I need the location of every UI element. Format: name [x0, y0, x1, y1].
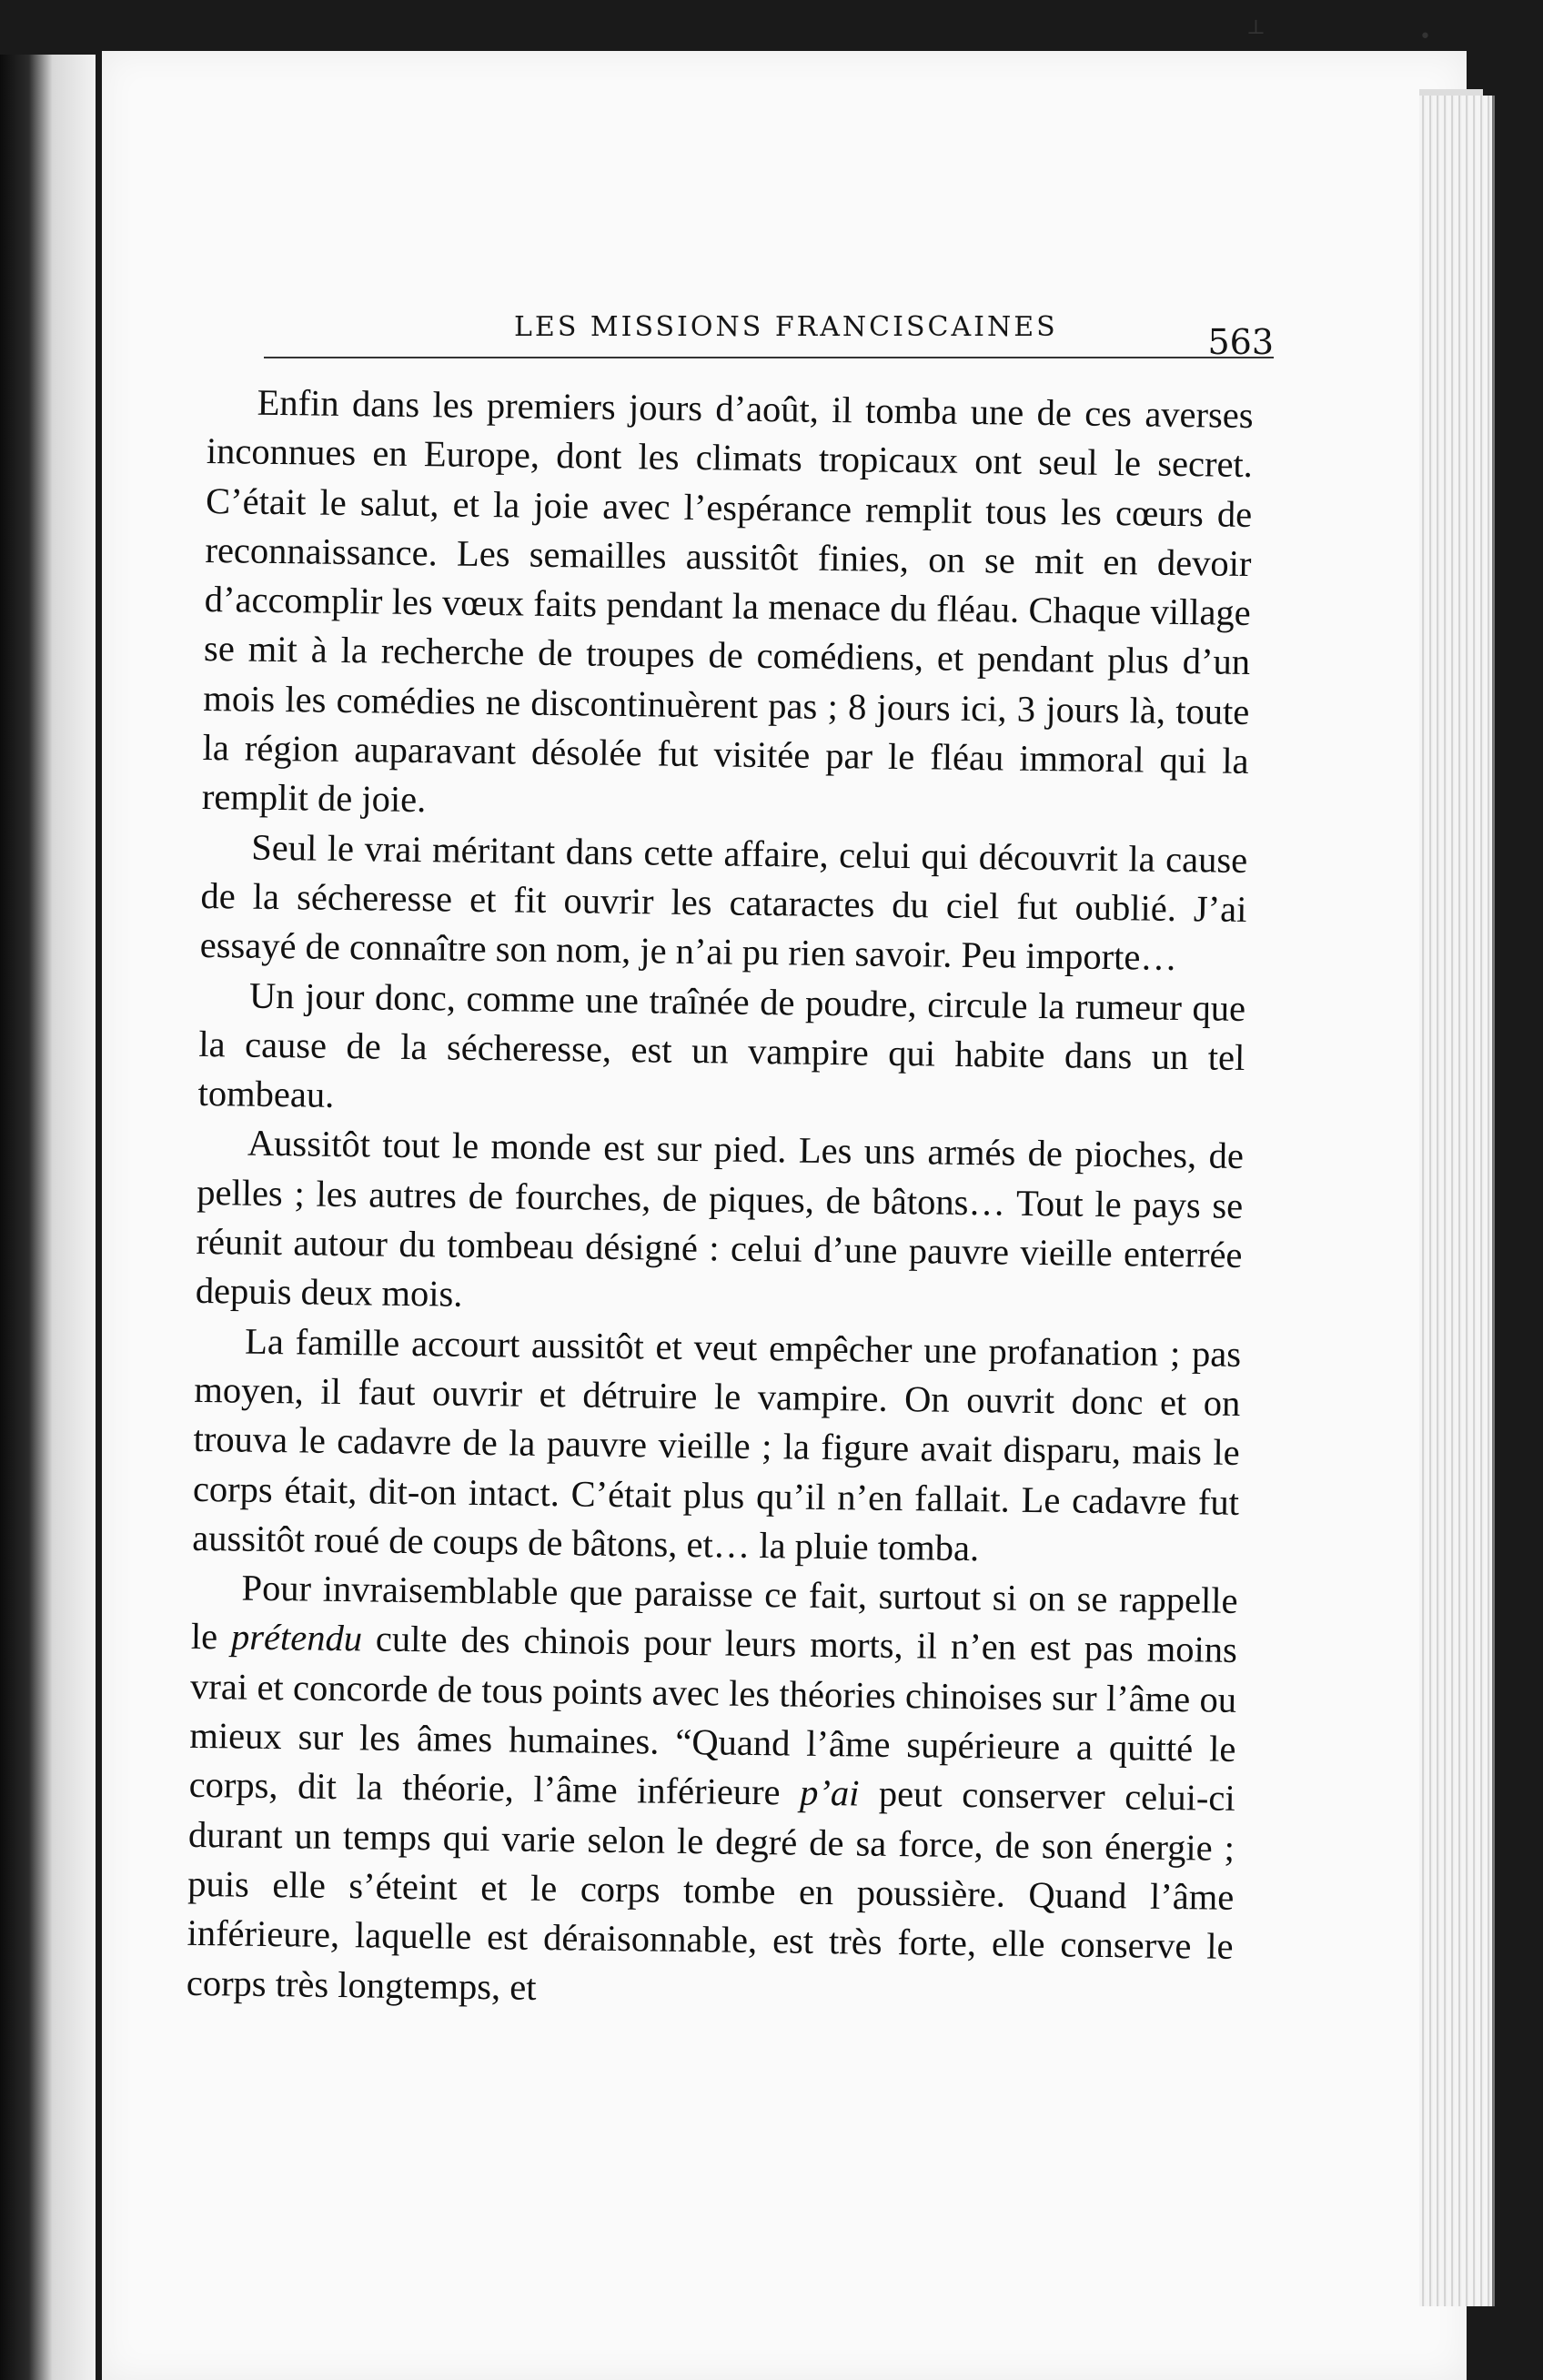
corner-dot: • — [1419, 25, 1431, 48]
page-number: 563 — [1207, 322, 1274, 362]
paragraph-4: Aussitôt tout le monde est sur pied. Les uns armés de pioches, de pelles ; les autres de fourches, de piques, de bâtons… Tout le pays se réunit autour du tombeau désigné : celui d’une pauvre vieille enterrée depuis deux mois. — [195, 1123, 1245, 1316]
paragraph-6-part-1: Pour invraisemblable que paraisse ce fait, surtout si on se rappelle le — [190, 1567, 1238, 1658]
body-text — [187, 378, 1254, 2022]
page-stack-edge — [1419, 96, 1495, 2306]
paragraph-6 — [187, 1563, 1238, 2022]
corner-mark: ⊥ — [1246, 16, 1266, 39]
facing-page-edge — [0, 55, 96, 2380]
paragraph-6-part-3: peut conserver celui-ci durant un temps qui varie selon le degré de sa force, de son énergie ; puis elle s’éteint et le corps tombe en poussière. Quand l’âme inférieure, laquelle est déraisonnable, est très forte, elle conserve le corps très longtemps, et — [186, 1772, 1235, 2008]
running-title: LES MISSIONS FRANCISCAINES — [514, 311, 1058, 343]
paragraph-2: Seul le vrai méritant dans cette affaire, celui qui découvrit la cause de la sécheresse et fit ouvrir les cataractes du ciel fut oublié. J’ai essayé de connaître son nom, je n’ai pu rien savoir. Peu importe… — [199, 826, 1248, 979]
paragraph-6-part-2: culte des chinois pour leurs morts, il n’en est pas moins vrai et concorde de tous points avec les théories chinoises sur l’âme ou mieux sur les âmes humaines. “Quand l’âme supérieure a quitté le corps, dit la théorie, l’âme inférieure — [188, 1618, 1238, 1813]
emphasis-pretendu: prétendu — [230, 1616, 363, 1659]
paragraph-5: La famille accourt aussitôt et veut empêcher une profanation ; pas moyen, il faut ouvrir et détruire le vampire. On ouvrit donc et on trouva le cadavre de la pauvre vieille ; la figure avait disparu, mais le corps était, dit-on intact. C’était plus qu’il n’en fallait. Le cadavre fut aussitôt roué de coups de bâtons, et… la pluie tomba. — [192, 1320, 1242, 1569]
emphasis-pai: p’ai — [799, 1771, 860, 1814]
header-rule — [264, 357, 1274, 358]
running-head — [264, 291, 1274, 362]
paragraph-3: Un jour donc, comme une traînée de poudre, circule la rumeur que la cause de la sécheresse, est un vampire qui habite dans un tel tombeau. — [197, 974, 1246, 1116]
paragraph-1: Enfin dans les premiers jours d’août, il tomba une de ces averses inconnues en Europe, dont les climats tropicaux ont seul le secret. C’était le salut, et la joie avec l’espérance remplit tous les cœurs de reconnaissance. Les semailles aussitôt finies, on se mit en devoir d’accomplir les vœux faits pendant la menace du fléau. Chaque village se mit à la recherche de troupes de comédiens, et pendant plus d’un mois les comédies ne discontinuèrent pas ; 8 jours ici, 3 jours là, toute la région auparavant désolée fut visitée par le fléau immoral qui la remplit de joie. — [201, 381, 1254, 821]
